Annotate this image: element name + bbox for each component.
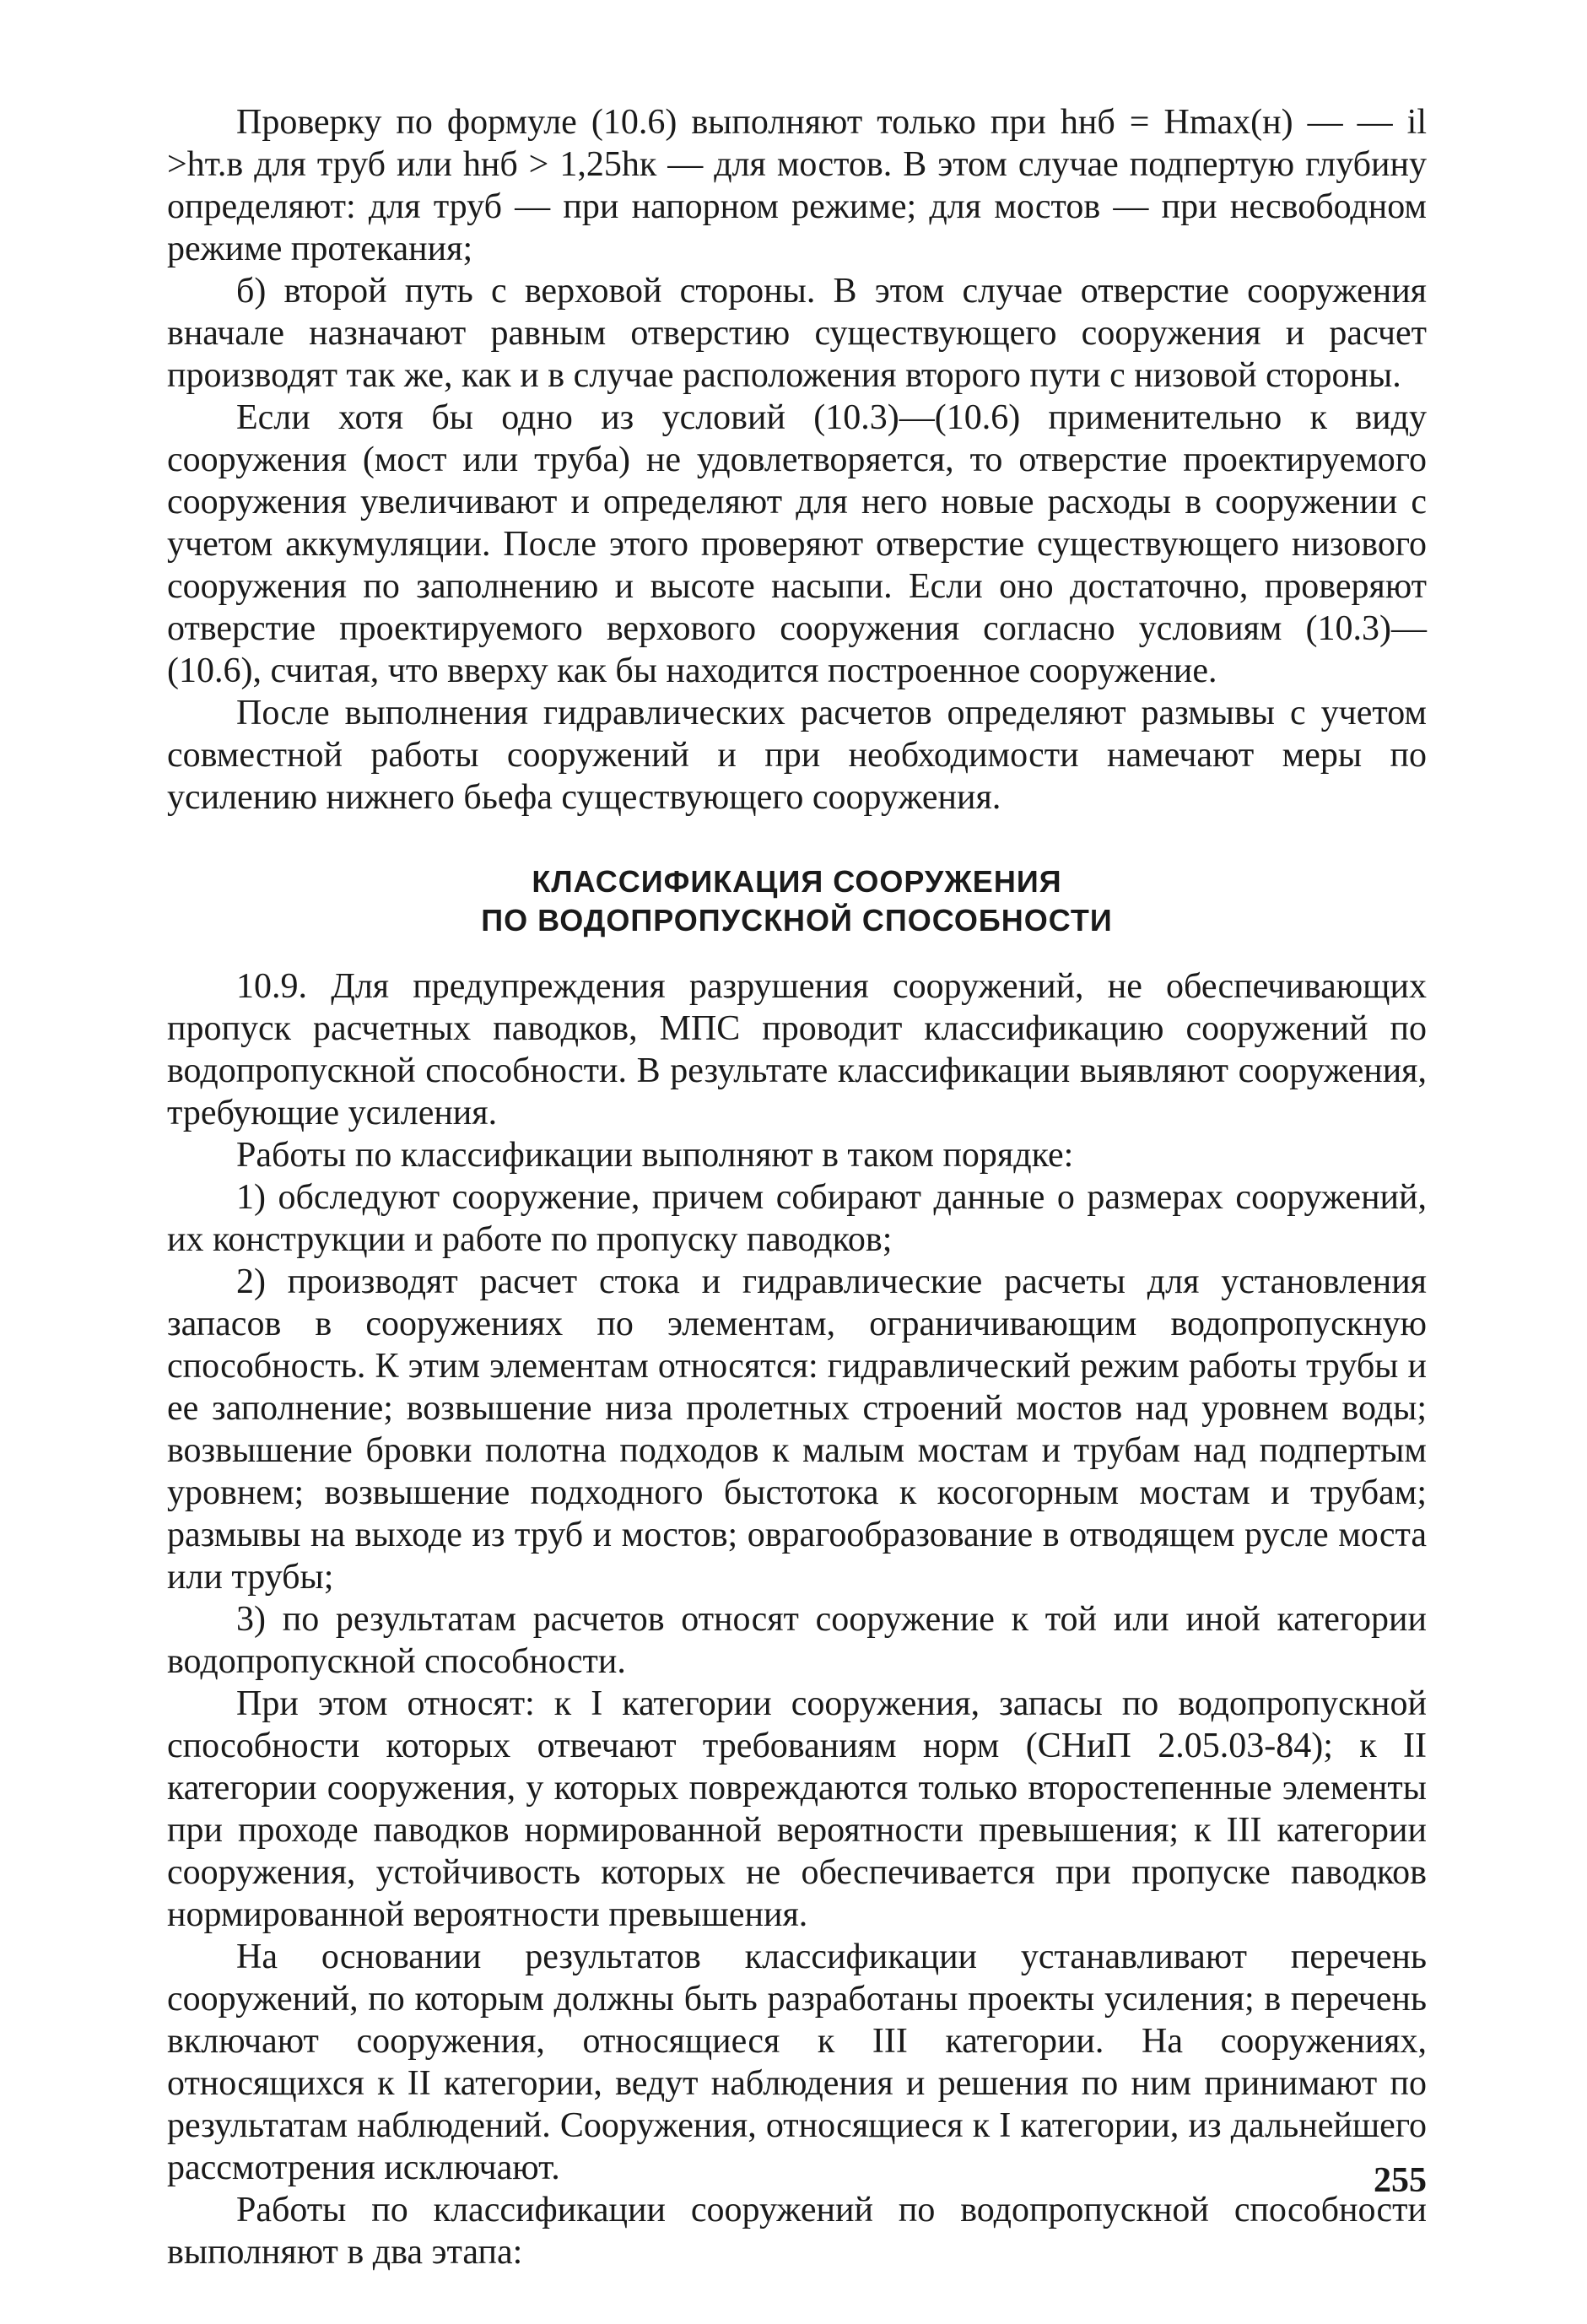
- list-item-3: 3) по результатам расчетов относят сооружение к той или иной категории водопропускной способности.: [167, 1600, 1427, 1681]
- paragraph-10-9: 10.9. Для предупреждения разрушения сооружений, не обеспечивающих пропуск расчетных паводков, МПС проводит классификацию сооружений по водопропускной способности. В результате классификации выявляют сооружения, требующие усиления.: [167, 967, 1427, 1132]
- paragraph-erosion-calculation: После выполнения гидравлических расчетов определяют размывы с учетом совместной работы сооружений и при необходимости намечают меры по усилению нижнего бьефа существующего сооружения.: [167, 694, 1427, 817]
- paragraph-second-track-upstream: б) второй путь с верховой стороны. В этом случае отверстие сооружения вначале назначают равным отверстию существующего сооружения и расчет производят так же, как и в случае расположения второго пути с низовой стороны.: [167, 272, 1427, 395]
- paragraph-two-stages: Работы по классификации сооружений по водопропускной способности выполняют в два этапа:: [167, 2191, 1427, 2272]
- list-item-2: 2) производят расчет стока и гидравлические расчеты для установления запасов в сооружениях по элементам, ограничивающим водопропускную способность. К этим элементам относятся: гидравлический режим работы трубы и ее заполнение; возвышение низа пролетных строений мостов над уровнем воды; возвышение бровки полотна подходов к малым мостам и трубам над подпертым уровнем; возвышение подходного быстотока к косогорным мостам и трубам; размывы на выходе из труб и мостов; оврагообразование в отводящем русле моста или трубы;: [167, 1262, 1427, 1597]
- paragraph-classification-results: На основании результатов классификации устанавливают перечень сооружений, по которым должны быть разработаны проекты усиления; в перечень включают сооружения, относящиеся к III категории. На сооружениях, относящихся к II категории, ведут наблюдения и решения по ним принимают по результатам наблюдений. Сооружения, относящиеся к I категории, из дальнейшего рассмотрения исключают.: [167, 1938, 1427, 2187]
- paragraph-work-order: Работы по классификации выполняют в таком порядке:: [236, 1136, 1074, 1175]
- list-item-1: 1) обследуют сооружение, причем собирают данные о размерах сооружений, их конструкции и работе по пропуску паводков;: [167, 1178, 1427, 1259]
- page-number: 255: [1374, 2161, 1427, 2200]
- paragraph-conditions-not-met: Если хотя бы одно из условий (10.3)—(10.6) применительно к виду сооружения (мост или труба) не удовлетворяется, то отверстие проектируемого сооружения увеличивают и определяют для него новые расходы в сооружении с учетом аккумуляции. После этого проверяют отверстие существующего низового сооружения по заполнению и высоте насыпи. Если оно достаточно, проверяют отверстие проектируемого верхового сооружения согласно условиям (10.3)—(10.6), считая, что вверху как бы находится построенное сооружение.: [167, 398, 1427, 690]
- paragraph-categories: При этом относят: к I категории сооружения, запасы по водопропускной способности которых отвечают требованиям норм (СНиП 2.05.03-84); к II категории сооружения, у которых повреждаются только второстепенные элементы при проходе паводков нормированной вероятности превышения; к III категории сооружения, устойчивость которых не обеспечивается при пропуске паводков нормированной вероятности превышения.: [167, 1684, 1427, 1934]
- section-heading: [167, 862, 1427, 940]
- section-heading-line-2: ПО ВОДОПРОПУСКНОЙ СПОСОБНОСТИ: [481, 903, 1113, 938]
- paragraph-formula-check: Проверку по формуле (10.6) выполняют только при hнб = Hmax(н) — — il >hт.в для труб или hнб > 1,25hк — для мостов. В этом случае подпертую глубину определяют: для труб — при напорном режиме; для мостов — при несвободном режиме протекания;: [167, 103, 1427, 268]
- page-content: [167, 101, 1427, 2273]
- section-heading-line-1: КЛАССИФИКАЦИЯ СООРУЖЕНИЯ: [532, 864, 1062, 899]
